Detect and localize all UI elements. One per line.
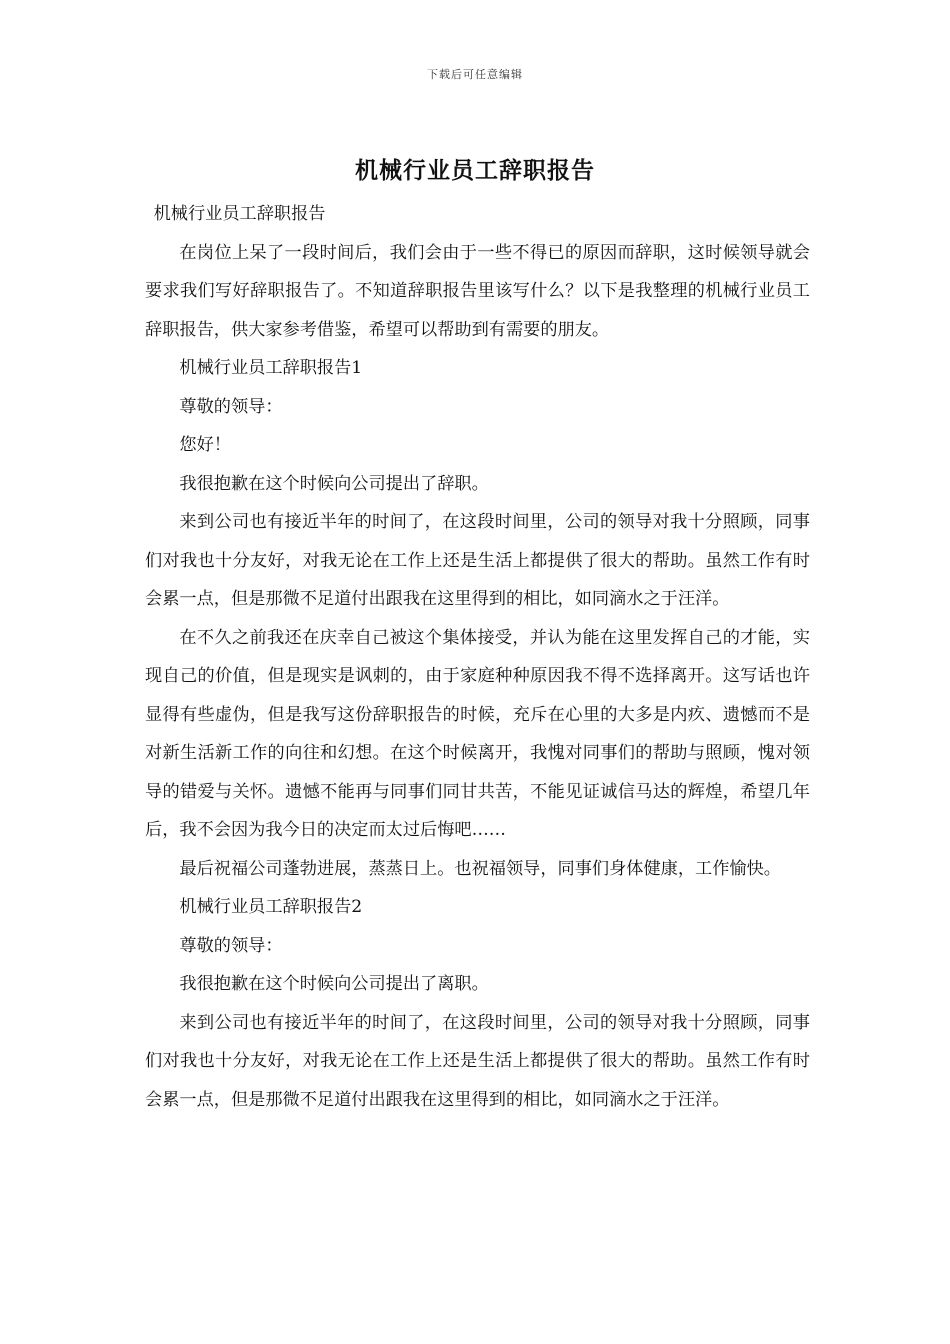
report-2-paragraph: 我很抱歉在这个时候向公司提出了离职。: [179, 974, 489, 994]
report-1-greeting: 您好！: [179, 435, 231, 455]
header-note: 下载后可任意编辑: [427, 68, 523, 81]
report-1-closing: 最后祝福公司蓬勃进展，蒸蒸日上。也祝福领导，同事们身体健康，工作愉快。: [179, 858, 781, 879]
document-body: [145, 195, 810, 1119]
intro-paragraph: 在岗位上呆了一段时间后，我们会由于一些不得已的原因而辞职，这时候领导就会要求我们写好辞职报告了。不知道辞职报告里该写什么？以下是我整理的机械行业员工辞职报告，供大家参考借鉴，希望可以帮助到有需要的朋友。: [145, 242, 810, 340]
report-1-paragraph: 我很抱歉在这个时候向公司提出了辞职。: [179, 473, 489, 494]
document-title: 机械行业员工辞职报告: [355, 157, 595, 184]
report-1-salutation: 尊敬的领导：: [179, 396, 283, 417]
report-1-paragraph: 在不久之前我还在庆幸自己被这个集体接受，并认为能在这里发挥自己的才能，实现自己的价值，但是现实是讽刺的，由于家庭种种原因我不得不选择离开。这写话也许显得有些虚伪，但是我写这份辞职报告的时候，充斥在心里的大多是内疚、遗憾而不是对新生活新工作的向往和幻想。在这个时候离开，我愧对同事们的帮助与照顾，愧对领导的错爱与关怀。遗憾不能再与同事们同甘共苦，不能见证诚信马达的辉煌，希望几年后，我不会因为我今日的决定而太过后悔吧……: [145, 627, 810, 840]
report-2-heading: 机械行业员工辞职报告2: [179, 897, 363, 917]
report-2-salutation: 尊敬的领导：: [179, 935, 283, 956]
subtitle-paragraph: 机械行业员工辞职报告: [153, 204, 326, 224]
report-1-paragraph: 来到公司也有接近半年的时间了，在这段时间里，公司的领导对我十分照顾，同事们对我也十分友好，对我无论在工作上还是生活上都提供了很大的帮助。虽然工作有时会累一点，但是那微不足道付出跟我在这里得到的相比，如同滴水之于汪洋。: [145, 512, 810, 609]
report-1-heading: 机械行业员工辞职报告1: [179, 358, 363, 378]
report-2-paragraph: 来到公司也有接近半年的时间了，在这段时间里，公司的领导对我十分照顾，同事们对我也十分友好，对我无论在工作上还是生活上都提供了很大的帮助。虽然工作有时会累一点，但是那微不足道付出跟我在这里得到的相比，如同滴水之于汪洋。: [145, 1012, 810, 1110]
